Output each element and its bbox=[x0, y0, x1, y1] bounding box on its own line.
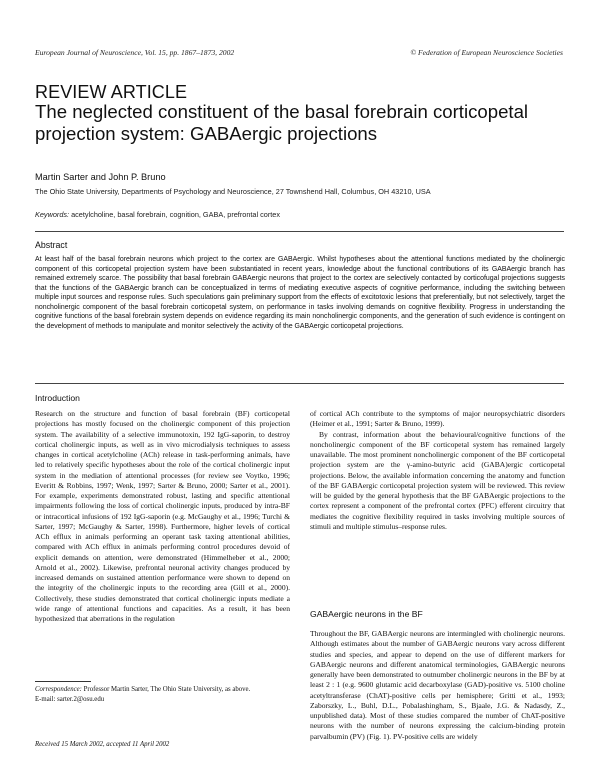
abstract-bottom-rule bbox=[35, 383, 564, 384]
correspondence-label: Correspondence: bbox=[35, 686, 82, 693]
correspondence-footnote bbox=[35, 685, 290, 704]
footnote-rule bbox=[35, 681, 91, 682]
section-gabaergic-text: Throughout the BF, GABAergic neurons are intermingled with cholinergic neurons. Although estimates about the number of GABAergic neurons vary across different studies and species, and appear to depend on the use of different markers for GABAergic neurons and different anatomical terminologies, GABAergic neurons generally have been demonstrated to outnumber cholinergic neurons in the BF by at least 2 : 1 (e.g. 9600 glutamic acid decarboxylase (GAD)-positive vs. 5100 choline acetyltransferase (ChAT)-positive cells per hemisphere; Gritti et al., 1993; Zaborszky, L., Buhl, D.L., Pobalashingham, S., Bjaale, J.G. & Nadasdy, Z., unpublished data). Most of these studies compared the number of ChAT-positive neurons with the number of neurons expressing the calcium-binding protein parvalbumin (PV) (Fig. 1). PV-positive cells are widely bbox=[310, 629, 565, 741]
introduction-heading: Introduction bbox=[35, 393, 80, 403]
abstract-top-rule bbox=[35, 231, 564, 232]
introduction-right-column bbox=[310, 409, 565, 532]
abstract-text: At least half of the basal forebrain neurons which project to the cortex are GABAergic. Whilst hypotheses about the attentional functions mediated by the cholinergic component of this corticopetal projection system have been substantiated in recent years, knowledge about the functional contributions of its GABAergic branch has remained extremely scarce. The possibility that basal forebrain GABAergic neurons that project to the cortex are selectively contacted by corticofugal projections suggests that the functions of the GABAergic branch can be conceptualized in terms of mediating executive aspects of cognitive performance, including the switching between multiple input sources and response rules. Such speculations gain preliminary support from the effects of excitotoxic lesions that preferentially, but not selectively, target the noncholinergic component of the basal forebrain corticopetal system, on performance in tasks involving demands on cognitive flexibility. Progress in understanding the cognitive functions of the basal forebrain system depends on evidence regarding its main noncholinergic components, and the generation of such evidence is contingent on the development of methods to manipulate and monitor selectively the activity of the GABAergic corticopetal projections. bbox=[35, 256, 565, 330]
article-title: The neglected constituent of the basal forebrain corticopetal projection system: GABAergic projections bbox=[35, 101, 529, 144]
keywords bbox=[35, 210, 280, 219]
introduction-paragraph: By contrast, information about the behavioural/cognitive functions of the noncholinergic component of the BF corticopetal system has remained largely unavailable. The most prominent noncholinergic component of the BF corticopetal projection system are the γ-amino-butyric acid (GABA)ergic corticopetal projections. Below, the available information concerning the anatomy and function of the BF GABAergic corticopetal projection system will be reviewed. This review will be guided by the general hypothesis that the BF GABAergic projections to the cortex represent a component of the prefrontal cortex (PFC) efferent circuitry that mediates the cognitive flexibility required in tasks involving multiple sources of stimuli and multiple stimulus–response rules. bbox=[310, 429, 565, 531]
authors: Martin Sarter and John P. Bruno bbox=[35, 172, 166, 182]
correspondence-text: Professor Martin Sarter, The Ohio State University, as above. bbox=[81, 686, 251, 693]
article-type: REVIEW ARTICLE bbox=[35, 82, 188, 102]
received-dates: Received 15 March 2002, accepted 11 April 2002 bbox=[35, 741, 170, 748]
introduction-paragraph: of cortical ACh contribute to the symptoms of major neuropsychiatric disorders (Heimer et al., 1991; Sarter & Bruno, 1999). bbox=[310, 409, 565, 429]
introduction-left-column: Research on the structure and function of basal forebrain (BF) corticopetal projections has mostly focused on the cholinergic component of this projection system. The availability of a selective immunotoxin, 192 IgG-saporin, to destroy cortical cholinergic inputs, as well as in vivo microdialysis techniques to assess changes in cortical acetylcholine (ACh) release in task-performing animals, have led to relatively specific hypotheses about the role of the cortical cholinergic input system in the mediation of attentional processes (for review see Voytko, 1996; Everitt & Robbins, 1997; Wenk, 1997; Sarter & Bruno, 2000; Sarter et al., 2001). For example, experiments demonstrated robust, lasting and specific attentional impairments following the loss of cortical cholinergic inputs, produced by intra-BF or intracortical infusions of 192 IgG-saporin (e.g. McGaughy et al., 1996; Turchi & Sarter, 1997; McGaughy & Sarter, 1998). Furthermore, higher levels of cortical ACh efflux in animals performing an operant task taxing attentional abilities, compared with ACh efflux in animals performing control procedures devoid of explicit demands on attention, were demonstrated (Himmelheber et al., 2000; Arnold et al., 2002). Likewise, prefrontal neuronal activity changes produced by increased demands on sustained attention performance were shown to depend on the integrity of the cholinergic inputs to the recording area (Gill et al., 2000). Collectively, these studies demonstrated that cortical cholinergic inputs mediate a wide range of attentional functions and capacities. As a result, it has been hypothesized that aberrations in the regulation bbox=[35, 409, 290, 623]
abstract-heading: Abstract bbox=[35, 240, 68, 250]
copyright-notice: © Federation of European Neuroscience Societies bbox=[410, 48, 563, 57]
correspondence-email: E-mail: sarter.2@osu.edu bbox=[35, 695, 105, 703]
affiliation: The Ohio State University, Departments of Psychology and Neuroscience, 27 Townshend Hall, Columbus, OH 43210, USA bbox=[35, 187, 431, 196]
keywords-label: Keywords: bbox=[35, 210, 70, 219]
journal-citation: European Journal of Neuroscience, Vol. 15, pp. 1867–1873, 2002 bbox=[35, 48, 235, 57]
section-heading-gabaergic: GABAergic neurons in the BF bbox=[310, 609, 423, 619]
keywords-list: acetylcholine, basal forebrain, cognition, GABA, prefrontal cortex bbox=[69, 210, 280, 219]
